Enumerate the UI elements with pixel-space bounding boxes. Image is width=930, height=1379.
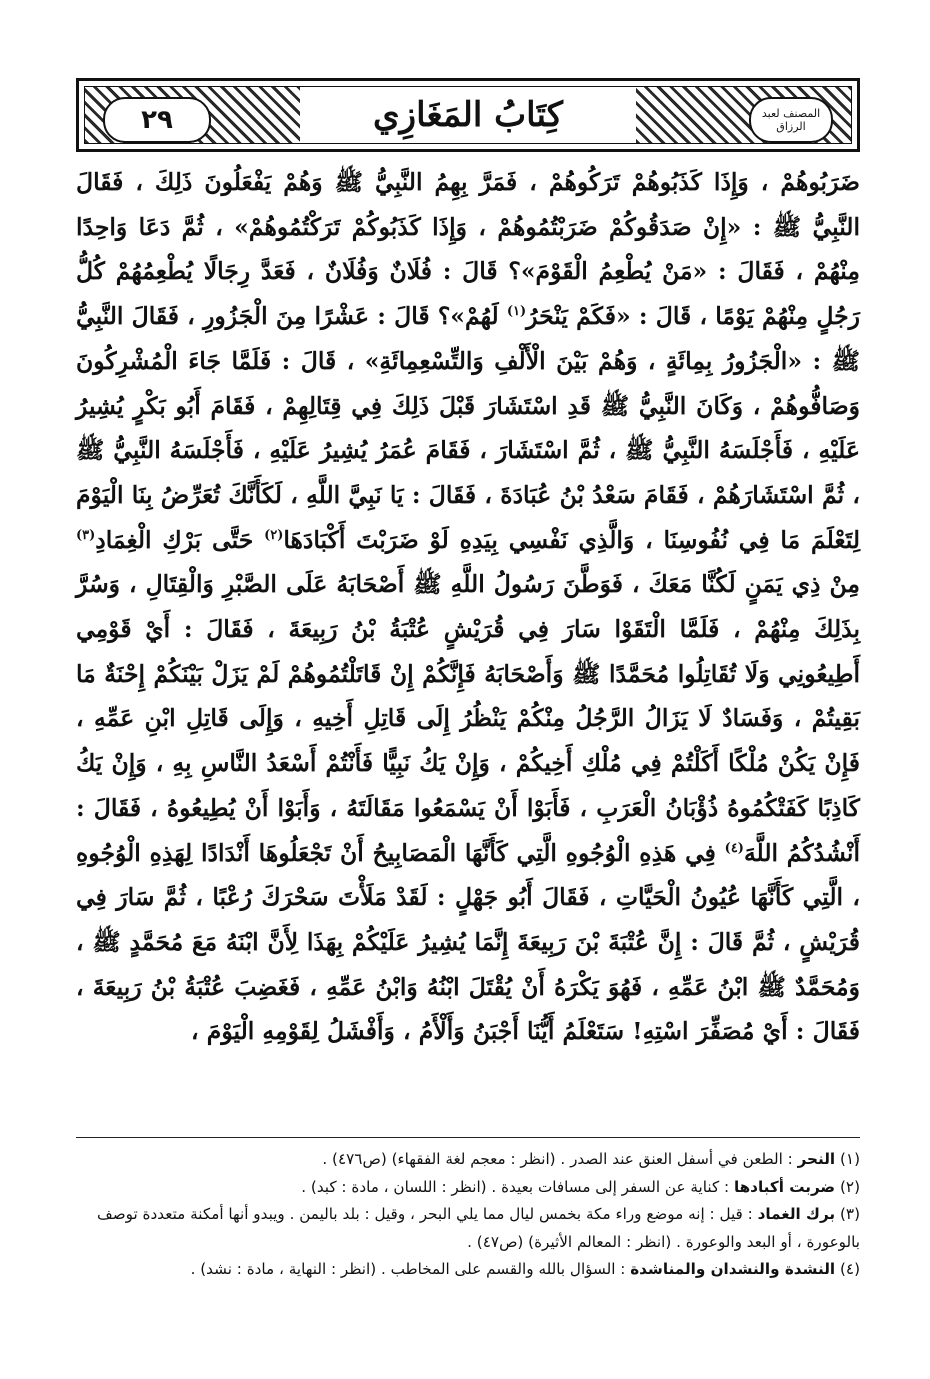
footnote-number: (٣) [839, 1205, 860, 1223]
footnote-1 [76, 1146, 860, 1174]
header-frame [84, 86, 852, 144]
text-segment-2: لَهُمْ»؟ قَالَ : عَشْرًا مِنَ الْجَزُورِ ، فَقَالَ النَّبِيُّ ﷺ : «الْجَزُورُ بِمِائَةٍ ، وَهُمْ بَيْنَ الْأَلْفِ وَالتِّسْعِمِائَةِ» ، قَالَ : فَلَمَّا جَاءَ الْمُشْرِكُونَ وَصَافُّوهُمْ ، وَكَانَ النَّبِيُّ ﷺ قَدِ اسْتَشَارَ قَبْلَ ذَلِكَ فِي قِتَالِهِمْ ، فَقَامَ أَبُو بَكْرٍ يُشِيرُ عَلَيْهِ ، فَأَجْلَسَهُ النَّبِيُّ ﷺ ، ثُمَّ اسْتَشَارَ ، فَقَامَ عُمَرُ يُشِيرُ عَلَيْهِ ، فَأَجْلَسَهُ النَّبِيُّ ﷺ ، ثُمَّ اسْتَشَارَهُمْ ، فَقَامَ سَعْدُ بْنُ عُبَادَةَ ، فَقَالَ : يَا نَبِيَّ اللَّهِ ، لَكَأَنَّكَ تُعَرِّضُ بِنَا الْيَوْمَ لِتَعْلَمَ مَا فِي نُفُوسِنَا ، وَالَّذِي نَفْسِي بِيَدِهِ لَوْ ضَرَبْتَ أَكْبَادَهَا [76, 302, 860, 554]
footnote-text: : قيل : إنه موضع وراء مكة بخمس ليال مما يلي البحر ، وقيل : بلد باليمن . ويبدو أنها أمكنة متعددة توصف بالوعورة ، أو البعد والوعورة . (انظر : المعالم الأثيرة) (ص٤٧) . [97, 1205, 860, 1251]
footnote-term: برك الغماد [757, 1205, 836, 1223]
footnote-text: : الطعن في أسفل العنق عند الصدر . (انظر : معجم لغة الفقهاء) (ص٤٧٦) . [322, 1150, 793, 1168]
chapter-title: كِتَابُ المَغَازِي [300, 87, 636, 143]
main-text [76, 160, 860, 1054]
footnote-term: ضربت أكبادها [733, 1177, 836, 1196]
footnote-marker-3: (٣) [76, 527, 96, 543]
text-segment-4: مِنْ ذِي يَمَنٍ لَكُنَّا مَعَكَ ، فَوَطَّنَ رَسُولُ اللَّهِ ﷺ أَصْحَابَهُ عَلَى الصَّبْرِ وَالْقِتَالِ ، وَسُرَّ بِذَلِكَ مِنْهُمْ ، فَلَمَّا الْتَقَوْا سَارَ فِي قُرَيْشٍ عُتْبَةُ بْنُ رَبِيعَةَ ، فَقَالَ : أَيْ قَوْمِي أَطِيعُونِي وَلَا تُقَاتِلُوا مُحَمَّدًا ﷺ وَأَصْحَابَهُ فَإِنَّكُمْ إِنْ قَاتَلْتُمُوهُمْ لَمْ يَزَلْ بَيْنَكُمْ إِحْنَةٌ مَا بَقِيتُمْ ، وَفَسَادٌ لَا يَزَالُ الرَّجُلُ مِنْكُمْ يَنْظُرُ إِلَى قَاتِلِ أَخِيهِ ، وَإِلَى قَاتِلِ ابْنِ عَمِّهِ ، فَإِنْ يَكُنْ مُلْكًا أَكَلْتُمْ فِي مُلْكِ أَخِيكُمْ ، وَإِنْ يَكُ نَبِيًّا فَأَنْتُمْ أَسْعَدُ النَّاسِ بِهِ ، وَإِنْ يَكُ كَاذِبًا كَفَتْكُمُوهُ ذُؤْبَانُ الْعَرَبِ ، فَأَبَوْا أَنْ يَسْمَعُوا مَقَالَتَهُ ، وَأَبَوْا أَنْ يُطِيعُوهُ ، فَقَالَ : أَنْشُدُكُمُ اللَّهَ [76, 570, 860, 867]
text-segment-3: حَتَّى بَرْكِ الْغِمَادِ [95, 525, 265, 554]
footnote-marker-4: (٤) [724, 840, 744, 856]
footnote-text: : كناية عن السفر إلى مسافات بعيدة . (انظر : اللسان ، مادة : كبد) . [301, 1177, 730, 1196]
page-number: ٢٩ [103, 97, 211, 143]
footnote-2 [76, 1174, 860, 1202]
footnote-text: : السؤال بالله والقسم على المخاطب . (انظر : النهاية ، مادة : نشد) . [190, 1260, 626, 1278]
footnotes [76, 1146, 860, 1284]
footnote-divider [76, 1137, 860, 1138]
footnote-4 [76, 1256, 860, 1284]
text-segment-5: فِي هَذِهِ الْوُجُوهِ الَّتِي كَأَنَّهَا الْمَصَابِيحُ أَنْ تَجْعَلُوهَا أَنْدَادًا لِهَذِهِ الْوُجُوهِ ، الَّتِي كَأَنَّهَا عُيُونُ الْحَيَّاتِ ، فَقَالَ أَبُو جَهْلٍ : لَقَدْ مَلَأْتَ سَحْرَكَ رُعْبًا ، ثُمَّ سَارَ فِي قُرَيْشٍ ، ثُمَّ قَالَ : إِنَّ عُتْبَةَ بْنَ رَبِيعَةَ إِنَّمَا يُشِيرُ عَلَيْكُمْ بِهَذَا لِأَنَّ ابْنَهُ مَعَ مُحَمَّدٍ ﷺ ، وَمُحَمَّدٌ ﷺ ابْنُ عَمِّهِ ، فَهُوَ يَكْرَهُ أَنْ يُقْتَلَ ابْنُهُ وَابْنُ عَمِّهِ ، فَغَضِبَ عُتْبَةُ بْنُ رَبِيعَةَ ، فَقَالَ : أَيْ مُصَفِّرَ اسْتِهِ! سَتَعْلَمُ أَيُّنَا أَجْبَنُ وَأَلْأَمُ ، وَأَفْشَلُ لِقَوْمِهِ الْيَوْمَ ، [76, 838, 860, 1046]
footnote-3 [76, 1201, 860, 1256]
footnote-marker-1: (١) [506, 304, 527, 320]
footnote-term: النحر [797, 1150, 836, 1168]
page-header [76, 78, 860, 152]
hadith-paragraph [76, 160, 860, 1054]
footnote-number: (٢) [839, 1177, 860, 1196]
author-emblem: المصنف لعبد الرزاق [749, 97, 833, 143]
footnote-number: (٤) [839, 1260, 860, 1278]
text-segment-1: ضَرَبُوهُمْ ، وَإِذَا كَذَبُوهُمْ تَرَكُوهُمْ ، فَمَرَّ بِهِمُ النَّبِيُّ ﷺ وَهُمْ يَفْعَلُونَ ذَلِكَ ، فَقَالَ النَّبِيُّ ﷺ : «إِنْ صَدَقُوكُمْ ضَرَبْتُمُوهُمْ ، وَإِذَا كَذَبُوكُمْ تَرَكْتُمُوهُمْ» ، ثُمَّ دَعَا وَاحِدًا مِنْهُمْ ، فَقَالَ : «مَنْ يُطْعِمُ الْقَوْمَ»؟ قَالَ : فُلَانٌ وَفُلَانٌ ، فَعَدَّ رِجَالًا يُطْعِمُهُمْ كُلُّ رَجُلٍ مِنْهُمْ يَوْمًا ، قَالَ : «فَكَمْ يَنْحَرُ [76, 168, 860, 331]
footnote-number: (١) [839, 1150, 860, 1168]
footnote-marker-2: (٢) [264, 527, 284, 543]
footnote-term: النشدة والنشدان والمناشدة [630, 1260, 836, 1278]
